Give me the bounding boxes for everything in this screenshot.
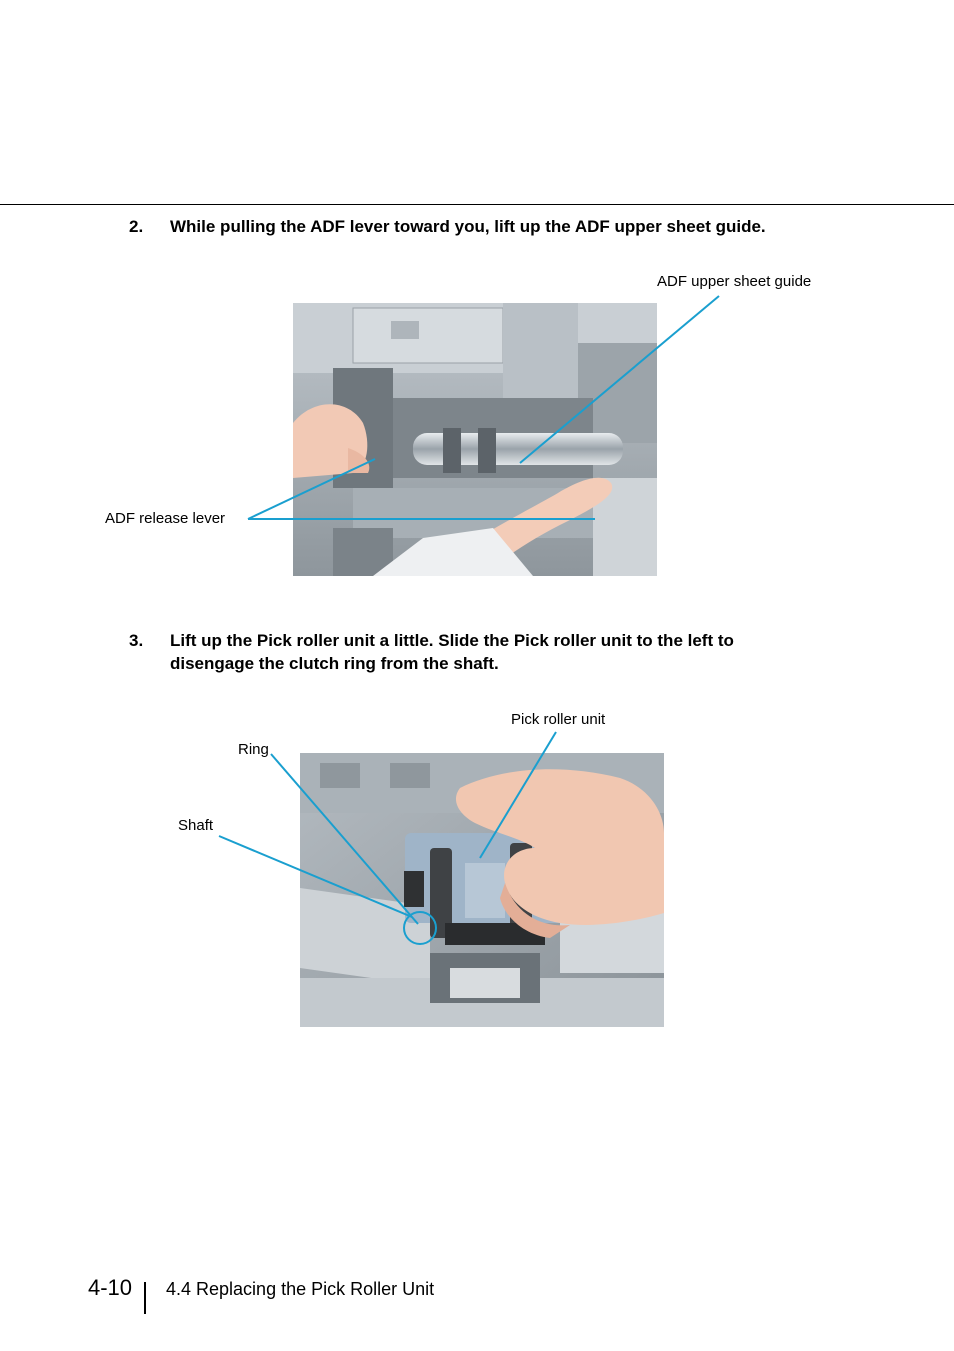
step-3-line-1: Lift up the Pick roller unit a little. Slide the Pick roller unit to the left to <box>170 631 734 650</box>
step-2-number: 2. <box>129 217 144 236</box>
pick-roller-photo-illustration <box>300 753 664 1027</box>
header-rule <box>0 204 954 205</box>
step-3-line-2: disengage the clutch ring from the shaft. <box>170 654 499 673</box>
label-adf-upper-sheet-guide: ADF upper sheet guide <box>657 273 812 290</box>
page-number: 4-10 <box>88 1275 133 1300</box>
adf-photo <box>293 303 657 576</box>
footer-divider <box>144 1282 146 1314</box>
step-2-text: While pulling the ADF lever toward you, lift up the ADF upper sheet guide. <box>170 217 766 236</box>
label-shaft: Shaft <box>178 817 214 834</box>
pick-roller-photo <box>300 753 664 1027</box>
label-pick-roller-unit: Pick roller unit <box>511 711 606 728</box>
label-adf-release-lever: ADF release lever <box>105 510 226 527</box>
footer-section-title: 4.4 Replacing the Pick Roller Unit <box>166 1279 435 1299</box>
step-3-number: 3. <box>129 631 144 650</box>
label-ring: Ring <box>238 741 269 758</box>
adf-photo-illustration <box>293 303 657 576</box>
